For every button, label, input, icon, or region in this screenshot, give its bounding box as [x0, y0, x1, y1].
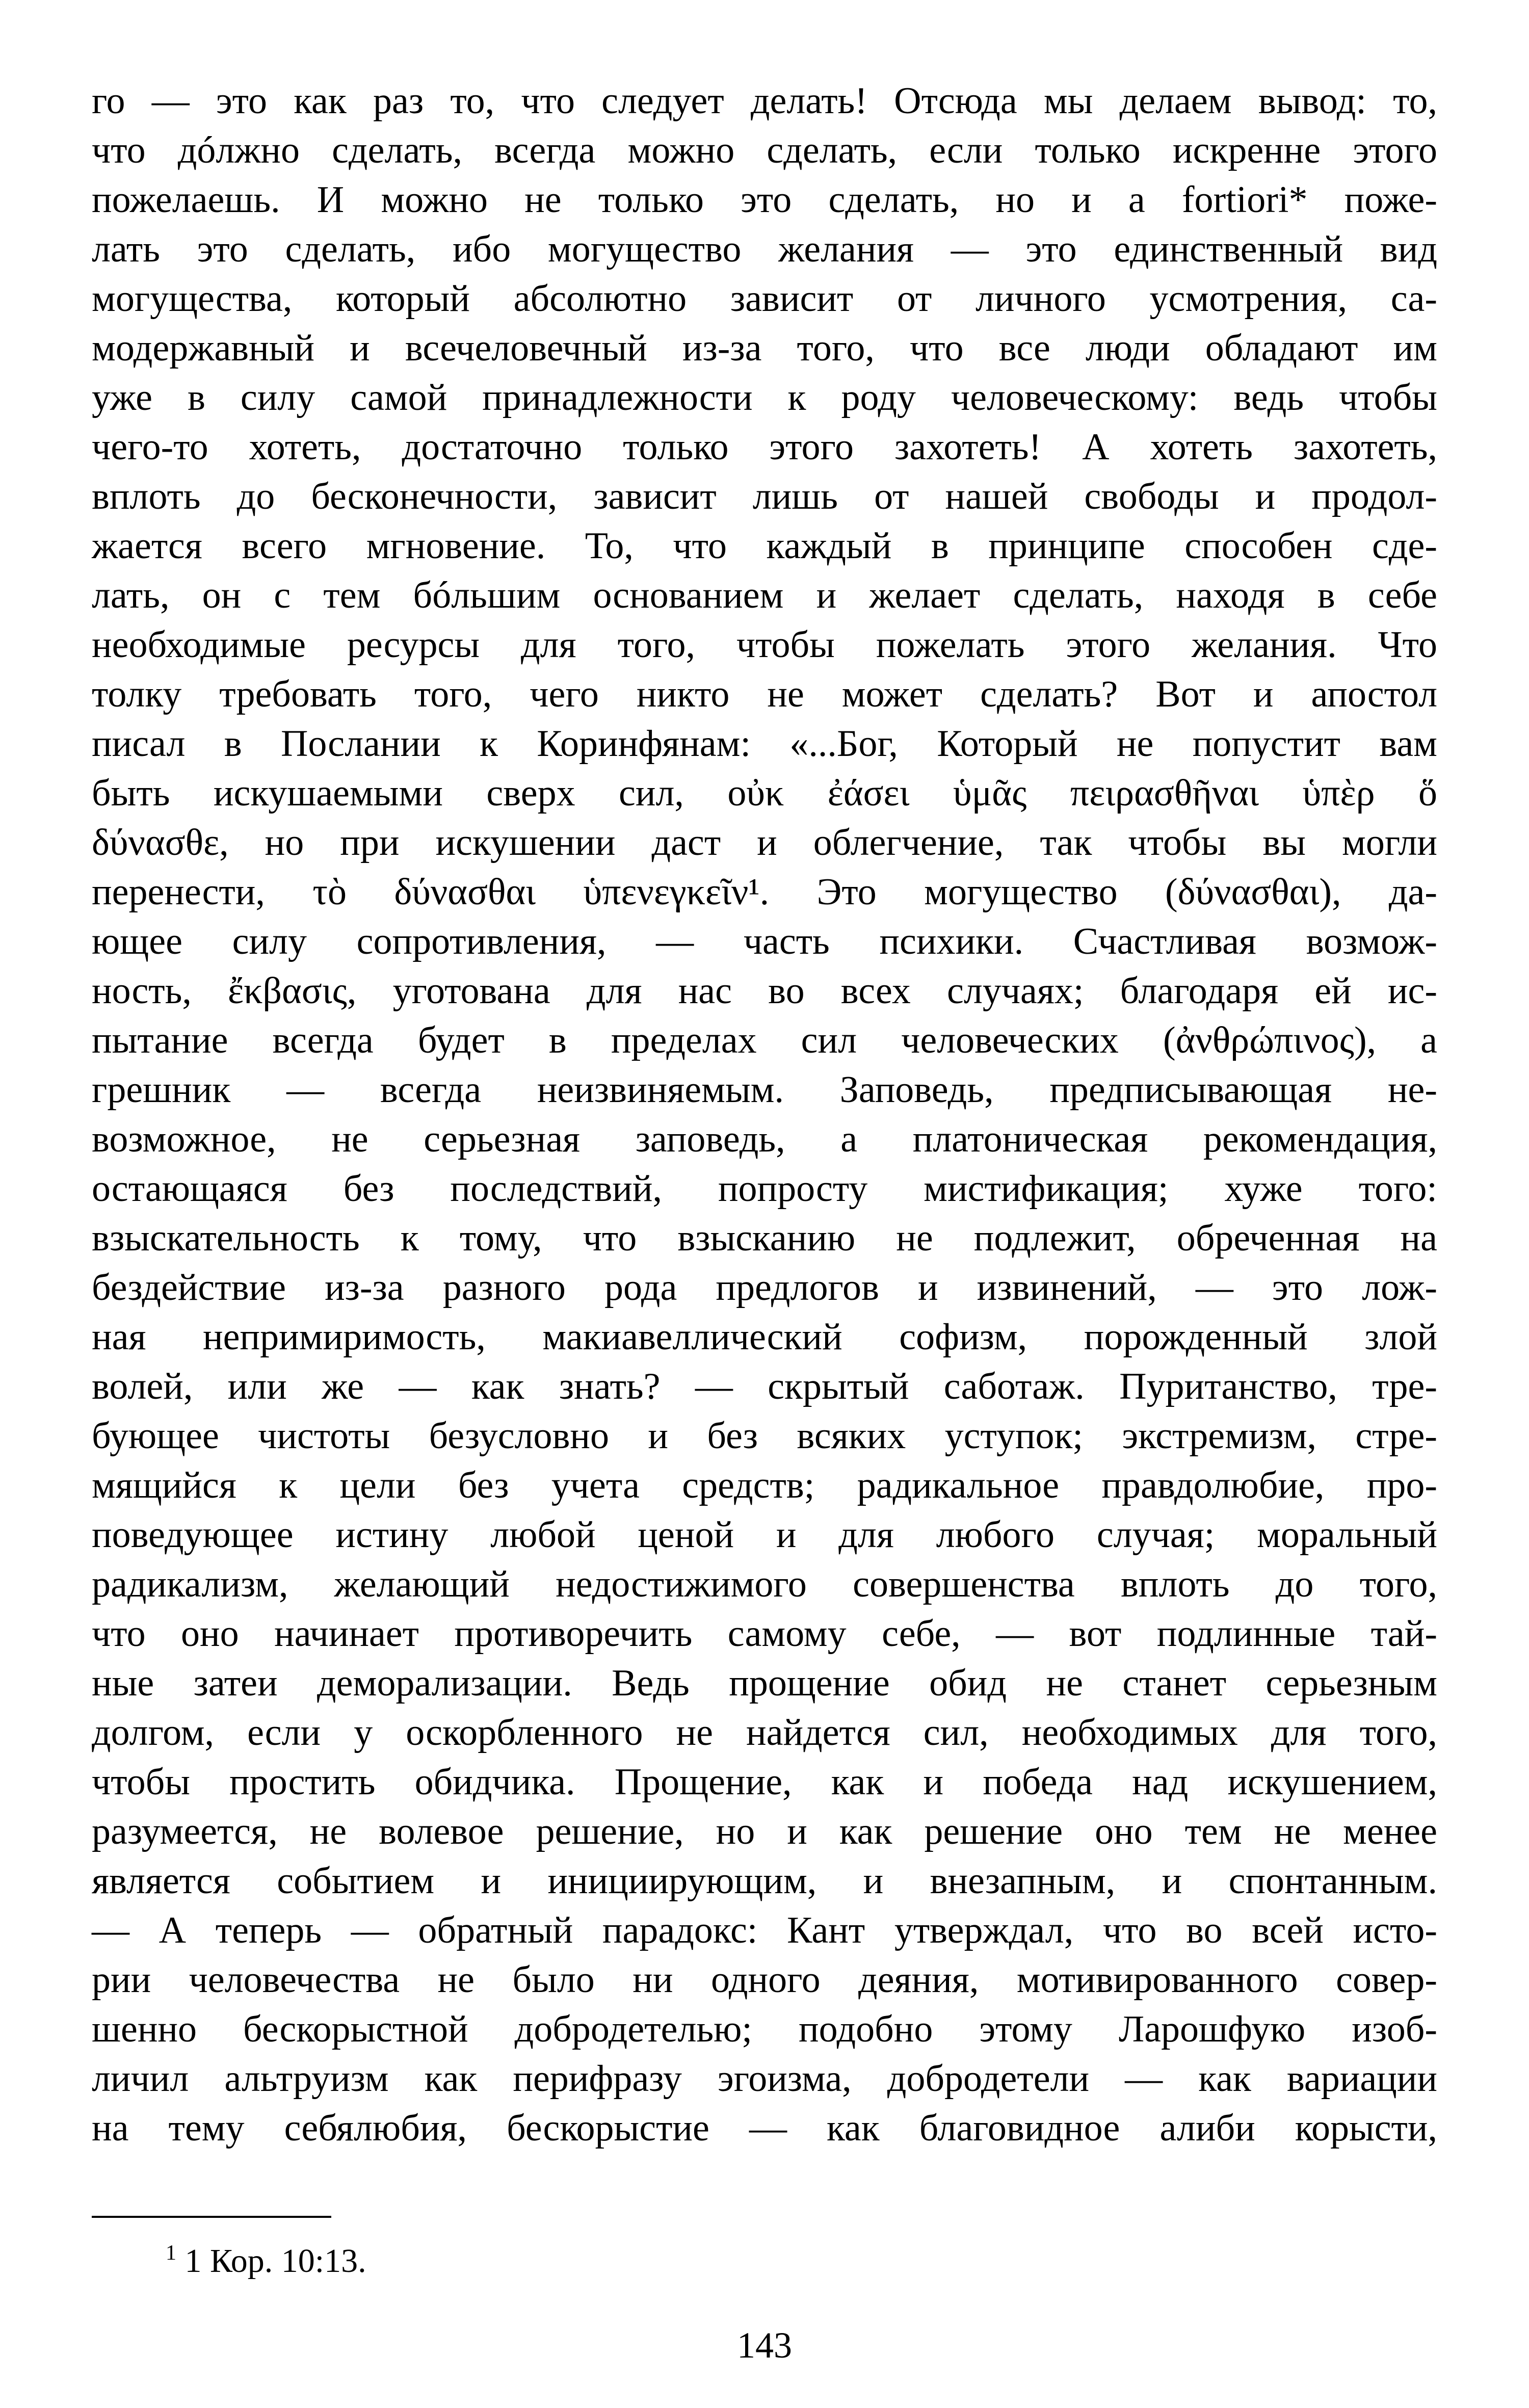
page-body — [92, 76, 1437, 2153]
text-line: жается всего мгновение. То, что каждый в принципе способен сде- — [92, 525, 1437, 567]
text-line: радикализм, желающий недостижимого совершенства вплоть до того, — [92, 1563, 1437, 1605]
text-line: остающаяся без последствий, попросту мистификация; хуже того: — [92, 1168, 1437, 1210]
text-line: перенести, τὸ δύνασθαι ὑπενεγκεῖν¹. Это могущество (δύνασθαι), да- — [92, 871, 1437, 913]
footnote — [166, 2233, 366, 2282]
body-text — [92, 76, 1437, 2153]
text-line: чего-то хотеть, достаточно только этого захотеть! А хотеть захотеть, — [92, 426, 1437, 468]
text-line: пытание всегда будет в пределах сил человеческих (ἀνθρώπινος), а — [92, 1019, 1437, 1061]
text-line: шенно бескорыстной добродетелью; подобно этому Ларошфуко изоб- — [92, 2008, 1437, 2050]
footnote-marker: 1 — [166, 2241, 176, 2265]
text-line: — А теперь — обратный парадокс: Кант утверждал, что во всей исто- — [92, 1909, 1437, 1951]
text-line: быть искушаемыми сверх сил, οὐκ ἐάσει ὑμᾶς πειρασθῆναι ὑπὲρ ὅ — [92, 772, 1437, 814]
text-line: ная непримиримость, макиавеллический софизм, порожденный злой — [92, 1316, 1437, 1358]
footnote-divider — [92, 2216, 331, 2218]
text-line: бездействие из-за разного рода предлогов и извинений, — это лож- — [92, 1267, 1437, 1308]
text-line: го — это как раз то, что следует делать! Отсюда мы делаем вывод: то, — [92, 80, 1437, 122]
text-line: что дóлжно сделать, всегда можно сделать, если только искренне этого — [92, 129, 1437, 171]
text-line: грешник — всегда неизвиняемым. Заповедь, предписывающая не- — [92, 1069, 1437, 1111]
text-line: писал в Послании к Коринфянам: «...Бог, Который не попустит вам — [92, 723, 1437, 765]
text-line: толку требовать того, чего никто не может сделать? Вот и апостол — [92, 673, 1437, 715]
text-line: лать, он с тем бóльшим основанием и желает сделать, находя в себе — [92, 574, 1437, 616]
text-line: волей, или же — как знать? — скрытый саботаж. Пуританство, тре- — [92, 1366, 1437, 1407]
text-line: пожелаешь. И можно не только это сделать, но и a fortiori* поже- — [92, 179, 1437, 221]
text-line: является событием и инициирующим, и внезапным, и спонтанным. — [92, 1860, 1437, 1902]
text-line: бующее чистоты безусловно и без всяких уступок; экстремизм, стре- — [92, 1415, 1437, 1457]
text-line: мящийся к цели без учета средств; радикальное правдолюбие, про- — [92, 1464, 1437, 1506]
text-line: вплоть до бесконечности, зависит лишь от нашей свободы и продол- — [92, 476, 1437, 517]
text-line: долгом, если у оскорбленного не найдется сил, необходимых для того, — [92, 1712, 1437, 1753]
text-line: ность, ἔκβασις, уготована для нас во всех случаях; благодаря ей ис- — [92, 970, 1437, 1012]
text-line: ющее силу сопротивления, — часть психики. Счастливая возмож- — [92, 921, 1437, 962]
text-line: чтобы простить обидчика. Прощение, как и победа над искушением, — [92, 1761, 1437, 1803]
text-line: возможное, не серьезная заповедь, а платоническая рекомендация, — [92, 1118, 1437, 1160]
text-line: взыскательность к тому, что взысканию не подлежит, обреченная на — [92, 1217, 1437, 1259]
text-line: на тему себялюбия, бескорыстие — как благовидное алиби корысти, — [92, 2107, 1437, 2149]
text-line: личил альтруизм как перифразу эгоизма, добродетели — как вариации — [92, 2058, 1437, 2100]
text-line: рии человечества не было ни одного деяния, мотивированного совер- — [92, 1959, 1437, 2001]
page-number: 143 — [737, 2325, 792, 2366]
text-line: ные затеи деморализации. Ведь прощение обид не станет серьезным — [92, 1662, 1437, 1704]
text-line: необходимые ресурсы для того, чтобы пожелать этого желания. Что — [92, 624, 1437, 666]
text-line: лать это сделать, ибо могущество желания — это единственный вид — [92, 228, 1437, 270]
text-line: модержавный и всечеловечный из-за того, что все люди обладают им — [92, 327, 1437, 369]
text-line: что оно начинает противоречить самому себе, — вот подлинные тай- — [92, 1613, 1437, 1655]
text-line: могущества, который абсолютно зависит от личного усмотрения, са- — [92, 278, 1437, 320]
text-line: поведующее истину любой ценой и для любого случая; моральный — [92, 1514, 1437, 1556]
text-line: разумеется, не волевое решение, но и как решение оно тем не менее — [92, 1811, 1437, 1852]
text-line: уже в силу самой принадлежности к роду человеческому: ведь чтобы — [92, 377, 1437, 418]
text-line: δύνασθε, но при искушении даст и облегчение, так чтобы вы могли — [92, 822, 1437, 863]
footnote-text: 1 Кор. 10:13. — [176, 2242, 366, 2280]
